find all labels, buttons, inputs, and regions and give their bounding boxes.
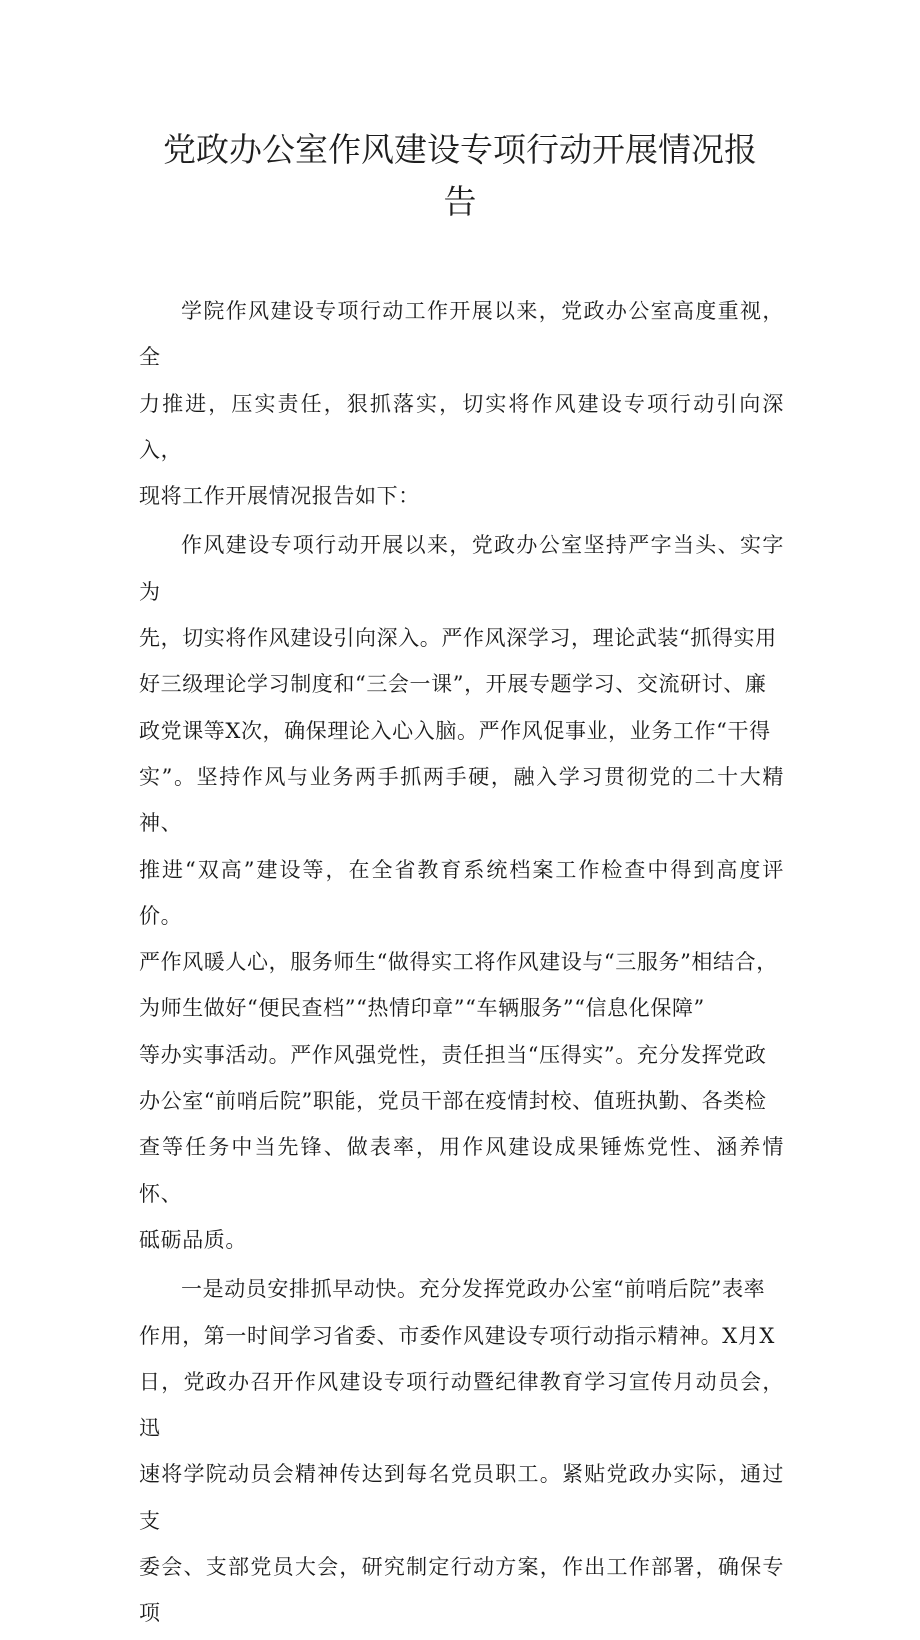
text-line: 严作风暖人心，服务师生“做得实工将作风建设与“三服务”相结合，: [139, 950, 778, 975]
text-line: 等办实事活动。严作风强党性，责任担当“压得实”。充分发挥党政: [139, 1042, 767, 1067]
paragraph-overview: [139, 522, 784, 1263]
text-line: 查等任务中当先锋、做表率，用作风建设成果锤炼党性、涵养情怀、: [139, 1135, 784, 1206]
title-line: 告: [443, 182, 477, 221]
text-line: 政党课等X次，确保理论入心入脑。严作风促事业，业务工作“干得: [139, 718, 771, 743]
document-body: [139, 288, 784, 1640]
text-line: 一是动员安排抓早动快。充分发挥党政办公室“前哨后院”表率: [181, 1277, 766, 1302]
text-line: 作用，第一时间学习省委、市委作风建设专项行动指示精神。X月X: [139, 1323, 775, 1348]
text-line: 现将工作开展情况报告如下：: [139, 484, 420, 509]
text-line: 学院作风建设专项行动工作开展以来，党政办公室高度重视，全: [139, 299, 784, 370]
text-line: 作风建设专项行动开展以来，党政办公室坚持严字当头、实字为: [139, 533, 784, 604]
text-line: 力推进，压实责任，狠抓落实，切实将作风建设专项行动引向深入，: [139, 391, 784, 462]
paragraph-mobilization: [139, 1266, 784, 1636]
text-line: 好三级理论学习制度和“三会一课”，开展专题学习、交流研讨、廉: [139, 672, 767, 697]
text-line: 先，切实将作风建设引向深入。严作风深学习，理论武装“抓得实用: [139, 626, 777, 651]
document-title: [0, 124, 920, 228]
text-line: 日，党政办召开作风建设专项行动暨纪律教育学习宣传月动员会，迅: [139, 1369, 784, 1441]
text-line: 砥砺品质。: [139, 1227, 247, 1252]
text-line: 委会、支部党员大会，研究制定行动方案，作出工作部署，确保专项: [139, 1555, 784, 1626]
title-line: 党政办公室作风建设专项行动开展情况报: [163, 130, 757, 169]
text-line: 速将学院动员会精神传达到每名党员职工。紧贴党政办实际，通过支: [139, 1462, 784, 1533]
text-line: 实”。坚持作风与业务两手抓两手硬，融入学习贯彻党的二十大精神、: [139, 764, 784, 836]
text-line: 为师生做好“便民查档”“热情印章”“车辆服务”“信息化保障”: [139, 996, 705, 1021]
paragraph-intro: [139, 288, 784, 519]
text-line: 办公室“前哨后院”职能，党员干部在疫情封校、值班执勤、各类检: [139, 1089, 767, 1114]
text-line: 推进“双高”建设等，在全省教育系统档案工作检查中得到高度评价。: [139, 857, 784, 928]
